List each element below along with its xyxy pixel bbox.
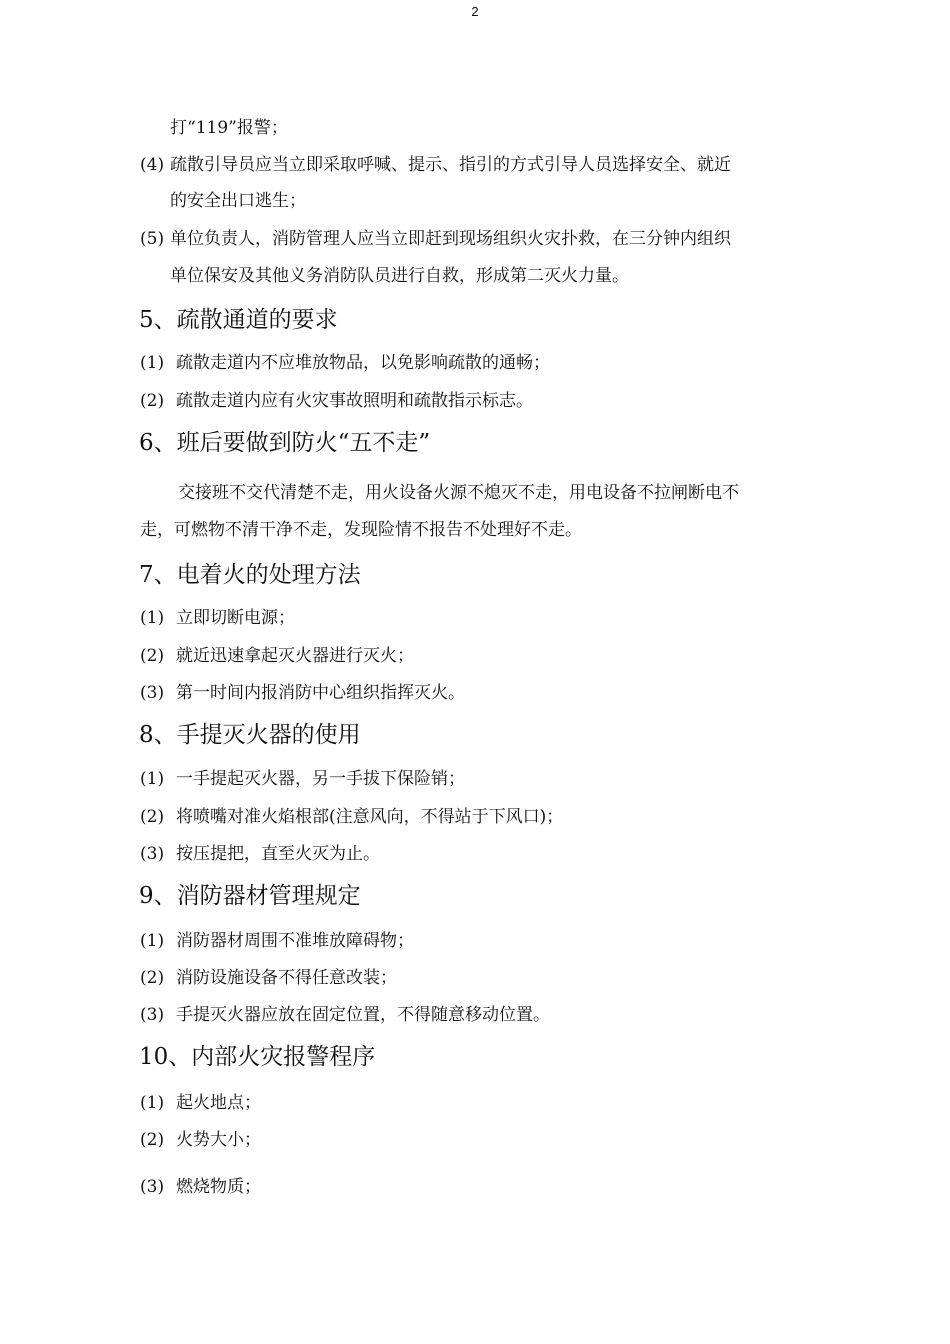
list-number: (3) [140, 1177, 165, 1197]
list-number: (2) [140, 646, 165, 666]
list-item [140, 806, 563, 828]
list-number: (2) [140, 968, 165, 988]
list-number: (1) [140, 1093, 165, 1113]
list-text: 一手提起灭火器，另一手拔下保险销； [176, 769, 465, 789]
list-text: 消防器材周围不准堆放障碍物； [176, 931, 414, 951]
section-heading: 9、消防器材管理规定 [139, 883, 361, 909]
list-number: (1) [140, 608, 165, 628]
list-text: 疏散走道内应有火灾事故照明和疏散指示标志。 [176, 391, 533, 411]
section-heading: 5、疏散通道的要求 [139, 307, 338, 333]
list-number: (1) [140, 769, 165, 789]
list-text: 起火地点； [176, 1093, 261, 1113]
text-line: 单位保安及其他义务消防队员进行自救，形成第二灭火力量。 [170, 266, 629, 286]
list-item [140, 1129, 261, 1151]
section-heading: 8、手提灭火器的使用 [139, 722, 361, 748]
list-text: 手提灭火器应放在固定位置，不得随意移动位置。 [176, 1005, 550, 1025]
list-text: 将喷嘴对准火焰根部(注意风向，不得站于下风口)； [176, 807, 564, 827]
text-line: 打“119”报警； [170, 118, 288, 138]
list-item [140, 1092, 261, 1114]
list-number: (2) [140, 807, 165, 827]
list-number: (1) [140, 353, 165, 373]
list-item [140, 154, 731, 176]
section-heading: 7、电着火的处理方法 [139, 562, 361, 588]
list-text: 就近迅速拿起灭火器进行灭火； [176, 646, 414, 666]
page-number: 2 [471, 4, 479, 19]
list-number: (2) [140, 391, 165, 411]
list-number: (5) [140, 229, 165, 249]
list-text: 疏散引导员应当立即采取呼喊、提示、指引的方式引导人员选择安全、就近 [170, 155, 731, 175]
list-text: 按压提把，直至火灭为止。 [176, 844, 380, 864]
list-item [140, 967, 397, 989]
list-item [140, 843, 380, 865]
list-item [140, 607, 295, 629]
list-number: (4) [140, 155, 165, 175]
list-item [140, 390, 533, 412]
list-item [140, 1176, 261, 1198]
list-number: (3) [140, 683, 165, 703]
list-item [140, 228, 731, 250]
paragraph-line: 交接班不交代清楚不走，用火设备火源不熄灭不走，用电设备不拉闸断电不 [178, 483, 739, 503]
text-line: 的安全出口逃生； [170, 191, 306, 211]
list-item [140, 768, 465, 790]
section-heading: 6、班后要做到防火“五不走” [139, 430, 431, 456]
section-heading: 10、内部火灾报警程序 [139, 1044, 376, 1070]
list-text: 燃烧物质； [176, 1177, 261, 1197]
list-item [140, 682, 465, 704]
list-number: (3) [140, 1005, 165, 1025]
list-item [140, 930, 414, 952]
list-number: (3) [140, 844, 165, 864]
list-text: 第一时间内报消防中心组织指挥灭火。 [176, 683, 465, 703]
text-line: 走，可燃物不清干净不走，发现险情不报告不处理好不走。 [140, 520, 582, 540]
list-item [140, 645, 414, 667]
list-text: 单位负责人，消防管理人应当立即赶到现场组织火灾扑救，在三分钟内组织 [170, 229, 731, 249]
list-number: (1) [140, 931, 165, 951]
list-item [140, 1004, 550, 1026]
list-text: 消防设施设备不得任意改装； [176, 968, 397, 988]
list-number: (2) [140, 1130, 165, 1150]
list-text: 疏散走道内不应堆放物品，以免影响疏散的通畅； [176, 353, 550, 373]
list-text: 火势大小； [176, 1130, 261, 1150]
list-text: 立即切断电源； [176, 608, 295, 628]
list-item [140, 352, 550, 374]
